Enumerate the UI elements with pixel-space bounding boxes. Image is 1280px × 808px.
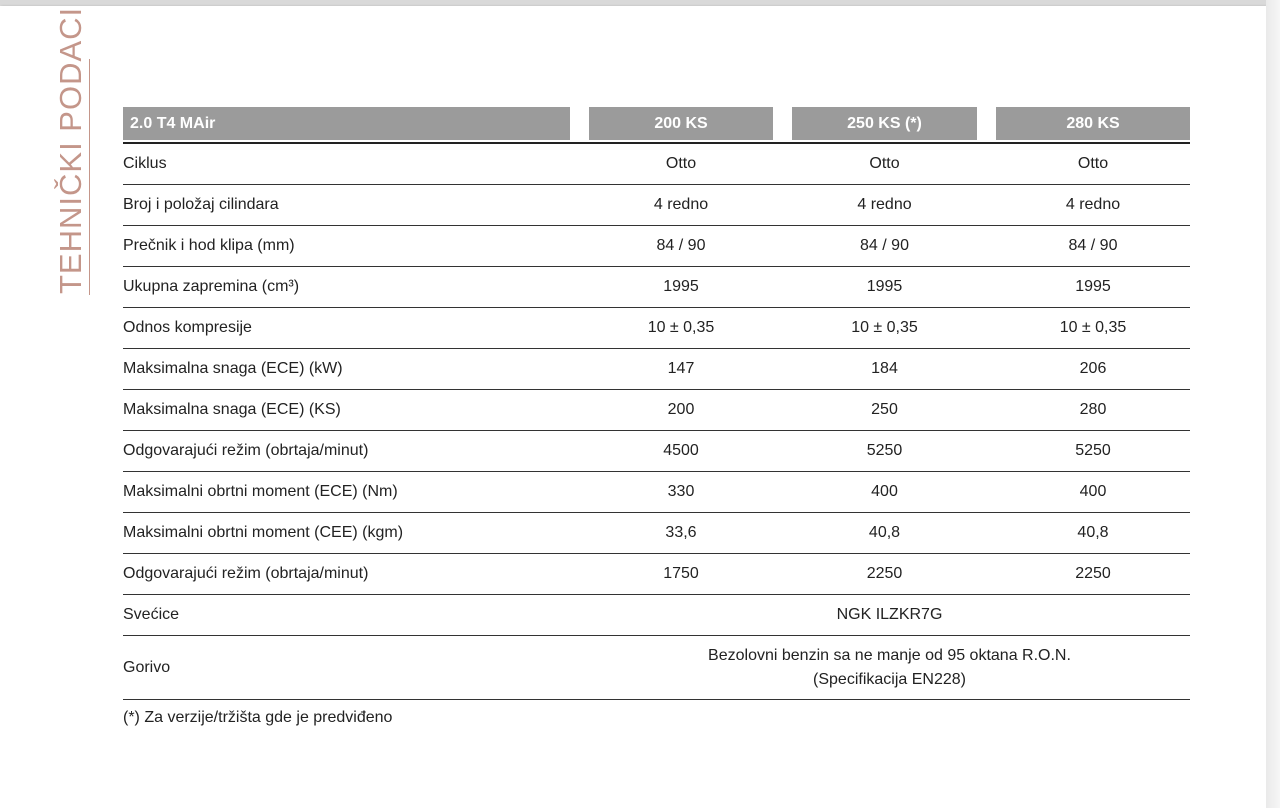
row-label: Odgovarajući režim (obrtaja/minut) — [123, 565, 369, 582]
row-value: 400 — [1079, 483, 1107, 500]
row-value: 40,8 — [868, 524, 901, 541]
row-value: 5250 — [866, 442, 903, 459]
row-value: 4 redno — [653, 196, 709, 213]
row-value: 10 ± 0,35 — [1059, 319, 1127, 336]
spec-table — [123, 101, 1190, 729]
fuel-line-2: (Specifikacija EN228) — [813, 671, 966, 688]
row-label: Gorivo — [123, 659, 171, 676]
row-value: 206 — [1079, 360, 1107, 377]
row-value: 147 — [667, 360, 695, 377]
row-value: 4 redno — [857, 196, 912, 213]
row-label: Maksimalni obrtni moment (CEE) (kgm) — [123, 524, 404, 541]
header-280ks: 280 KS — [996, 107, 1190, 140]
row-value: 184 — [871, 360, 898, 377]
row-label: Prečnik i hod klipa (mm) — [123, 237, 295, 254]
row-label: Svećice — [123, 606, 180, 623]
fuel-line-1: Bezolovni benzin sa ne manje od 95 oktana R.O.N. — [708, 647, 1071, 664]
row-label: Ukupna zapremina (cm³) — [123, 278, 300, 295]
row-value: 400 — [871, 483, 898, 500]
table-row — [123, 226, 1190, 267]
row-value: Otto — [1077, 155, 1109, 172]
row-value: 2250 — [1075, 565, 1111, 582]
table-row — [123, 267, 1190, 308]
row-value: Otto — [665, 155, 697, 172]
row-value: 10 ± 0,35 — [851, 319, 918, 336]
row-value: 250 — [871, 401, 898, 418]
row-value: 330 — [667, 483, 695, 500]
header-engine: 2.0 T4 MAir — [123, 107, 570, 140]
row-value: 1750 — [663, 565, 699, 582]
header-200ks: 200 KS — [589, 107, 773, 140]
row-value: 84 / 90 — [1068, 237, 1118, 254]
row-label: Odnos kompresije — [123, 319, 252, 336]
row-label: Maksimalna snaga (ECE) (kW) — [123, 360, 343, 377]
table-row — [123, 144, 1190, 185]
row-value: 33,6 — [665, 524, 697, 541]
row-value: 2250 — [866, 565, 903, 582]
row-label: Maksimalni obrtni moment (ECE) (Nm) — [123, 483, 398, 500]
row-value: 1995 — [663, 278, 699, 295]
table-row — [123, 308, 1190, 349]
table-row — [123, 513, 1190, 554]
table-row-spark-plugs — [123, 595, 1190, 636]
side-title: TEHNIČKI PODACI — [53, 6, 88, 294]
table-header — [123, 101, 1190, 144]
row-value: 4 redno — [1065, 196, 1121, 213]
row-value: Otto — [869, 155, 900, 172]
row-value: 1995 — [866, 278, 903, 295]
table-row — [123, 349, 1190, 390]
document-page — [0, 6, 1266, 808]
row-value: 200 — [667, 401, 695, 418]
row-value: 5250 — [1075, 442, 1111, 459]
row-value: 280 — [1079, 401, 1107, 418]
table-row-fuel — [123, 636, 1190, 700]
window-edge — [1266, 0, 1280, 808]
row-value: 84 / 90 — [860, 237, 909, 254]
table-row — [123, 431, 1190, 472]
row-label: Broj i položaj cilindara — [123, 196, 279, 213]
row-value: 84 / 90 — [656, 237, 706, 254]
row-value: 1995 — [1075, 278, 1111, 295]
table-row — [123, 390, 1190, 431]
row-label: Odgovarajući režim (obrtaja/minut) — [123, 442, 369, 459]
row-value: 10 ± 0,35 — [647, 319, 715, 336]
table-row — [123, 185, 1190, 226]
footnote: (*) Za verzije/tržišta gde je predviđeno — [123, 709, 393, 726]
row-value: 40,8 — [1077, 524, 1109, 541]
row-label: Maksimalna snaga (ECE) (KS) — [123, 401, 341, 418]
row-value — [589, 644, 1190, 692]
row-value: NGK ILZKR7G — [836, 606, 943, 623]
row-label: Ciklus — [123, 155, 167, 172]
table-row — [123, 472, 1190, 513]
header-250ks: 250 KS (*) — [792, 107, 977, 140]
table-body — [123, 144, 1190, 595]
side-title-rule — [89, 59, 90, 295]
row-value: 4500 — [663, 442, 699, 459]
table-row — [123, 554, 1190, 595]
